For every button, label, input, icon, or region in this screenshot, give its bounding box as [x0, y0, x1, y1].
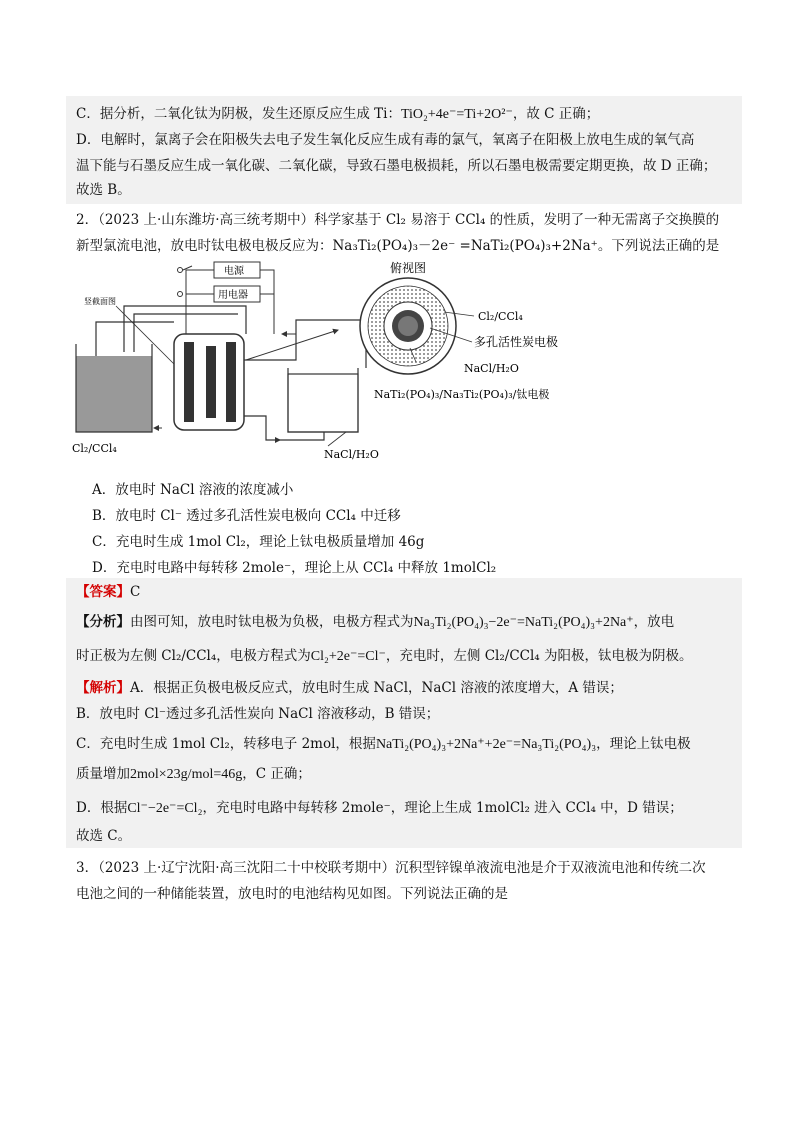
prev-option-d-line1: D．电解时，氯离子会在阳极失去电子发生氧化反应生成有毒的氯气，氧离子在阳极上放电生成的氧气高 — [76, 132, 695, 148]
battery-diagram — [66, 256, 686, 472]
analysis-line2: 时正极为左侧 Cl₂/CCl₄，电极方程式为Cl₂+2e⁻=Cl⁻，充电时，左侧 Cl₂/CCl₄ 为阳极，钛电极为阴极。 — [76, 648, 693, 664]
explain-c-line1: C．充电时生成 1mol Cl₂，转移电子 2mol，根据NaTi₂(PO₄)₃+2Na⁺+2e⁻=Na₃Ti₂(PO₄)₃，理论上钛电极 — [76, 736, 691, 752]
right-beaker-label: NaCl/H₂O — [324, 448, 379, 461]
ring-label-ti: NaTi₂(PO₄)₃/Na₃Ti₂(PO₄)₃/钛电极 — [374, 388, 550, 401]
analysis-line1: 【分析】由图可知，放电时钛电极为负极，电极方程式为Na₃Ti₂(PO₄)₃−2e⁻=NaTi₂(PO₄)₃+2Na⁺，放电 — [76, 614, 675, 630]
prev-option-c: C．据分析，二氧化钛为阴极，发生还原反应生成 Ti：TiO₂+4e⁻=Ti+2O²⁻，故 C 正确； — [76, 106, 600, 122]
power-label: 电源 — [224, 266, 244, 277]
q2-conclusion: 故选 C。 — [76, 828, 132, 844]
q2-option-c[interactable]: C．充电时生成 1mol Cl₂，理论上钛电极质量增加 46g — [92, 534, 425, 550]
explain-d: D．根据Cl⁻−2e⁻=Cl₂，充电时电路中每转移 2mole⁻，理论上生成 1molCl₂ 进入 CCl₄ 中，D 错误； — [76, 800, 683, 816]
q3-stem-line2: 电池之间的一种储能装置，放电时的电池结构见如图。下列说法正确的是 — [76, 886, 508, 902]
left-beaker-label: Cl₂/CCl₄ — [72, 442, 117, 455]
explain-c-line2: 质量增加2mol×23g/mol=46g，C 正确； — [76, 766, 311, 782]
explain-b: B．放电时 Cl⁻透过多孔活性炭向 NaCl 溶液移动，B 错误； — [76, 706, 440, 722]
prev-conclusion: 故选 B。 — [76, 182, 131, 198]
q2-option-a[interactable]: A．放电时 NaCl 溶液的浓度减小 — [92, 482, 294, 498]
q2-stem-line1: 2．（2023 上·山东潍坊·高三统考期中）科学家基于 Cl₂ 易溶于 CCl₄ 的性质，发明了一种无需离子交换膜的 — [76, 212, 720, 228]
q2-stem-line2: 新型氯流电池，放电时钛电极电极反应为：Na₃Ti₂(PO₄)₃－2e⁻ =NaTi₂(PO₄)₃+2Na⁺。下列说法正确的是 — [76, 238, 720, 254]
ring-label-carbon: 多孔活性炭电极 — [474, 335, 559, 349]
answer-line: 【答案】C — [76, 584, 141, 600]
appliance-label: 用电器 — [218, 290, 248, 301]
ring-label-cl2: Cl₂/CCl₄ — [478, 310, 523, 323]
q2-option-d[interactable]: D．充电时电路中每转移 2mole⁻，理论上从 CCl₄ 中释放 1molCl₂ — [92, 560, 497, 576]
left-beaker-liquid — [76, 356, 152, 432]
q3-stem-line1: 3．（2023 上·辽宁沈阳·高三沈阳二十中校联考期中）沉积型锌镍单液流电池是介于双液流电池和传统二次 — [76, 860, 706, 876]
section-label: 竖截面图 — [84, 297, 116, 306]
q2-option-b[interactable]: B．放电时 Cl⁻ 透过多孔活性炭电极向 CCl₄ 中迁移 — [92, 508, 401, 524]
top-view-title: 俯视图 — [390, 261, 427, 275]
prev-option-d-line2: 温下能与石墨反应生成一氧化碳、二氧化碳，导致石墨电极损耗，所以石墨电极需要定期更换，故 D 正确； — [76, 158, 717, 174]
ring-label-nacl: NaCl/H₂O — [464, 362, 519, 375]
explain-a: 【解析】A．根据正负极电极反应式，放电时生成 NaCl，NaCl 溶液的浓度增大，A 错误； — [76, 680, 623, 696]
